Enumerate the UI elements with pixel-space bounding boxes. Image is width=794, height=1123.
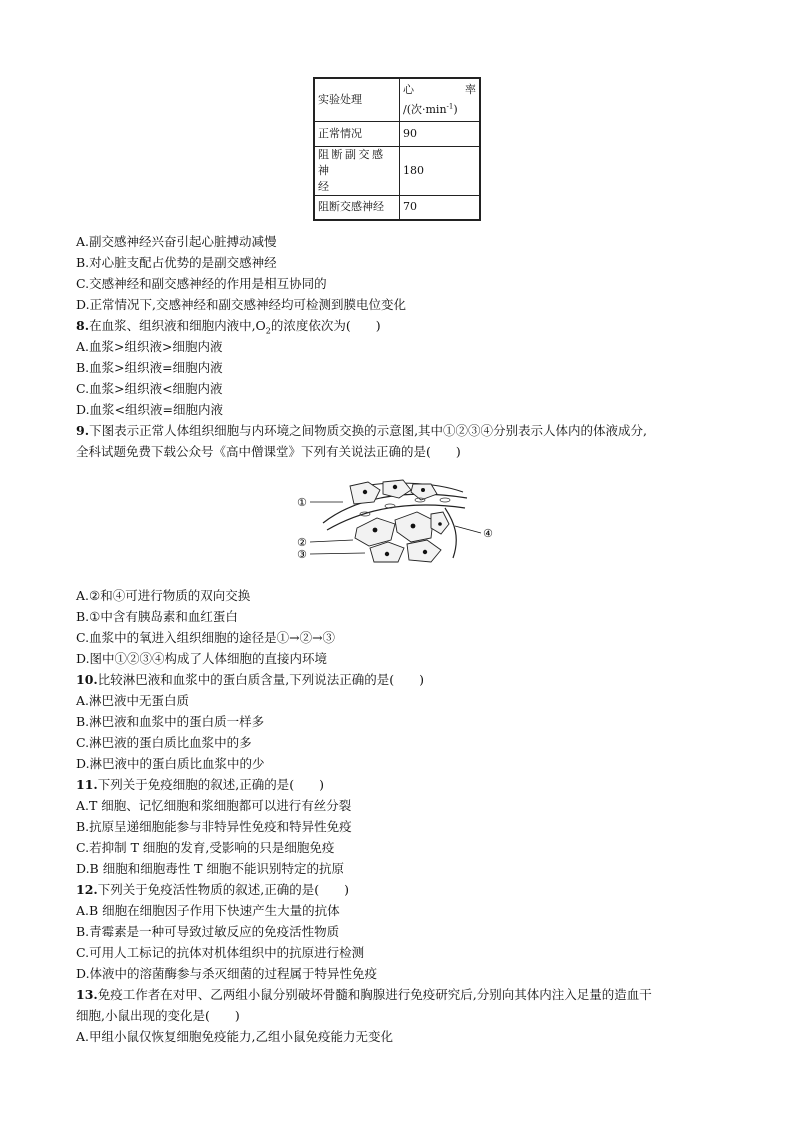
nucleus bbox=[385, 552, 389, 556]
q11-option-b: B.抗原呈递细胞能参与非特异性免疫和特异性免疫 bbox=[76, 819, 352, 834]
table-row bbox=[314, 195, 480, 220]
leader-line-3 bbox=[310, 553, 365, 554]
q10-option-c: C.淋巴液的蛋白质比血浆中的多 bbox=[76, 735, 252, 750]
label-2: ② bbox=[297, 536, 307, 549]
q9-option-a: A.②和④可进行物质的双向交换 bbox=[76, 588, 251, 603]
leader-line-4 bbox=[455, 526, 481, 533]
q13-number: 13. bbox=[76, 987, 98, 1002]
q8-number: 8. bbox=[76, 318, 90, 333]
nucleus bbox=[423, 550, 427, 554]
q8-option-d: D.血浆<组织液=细胞内液 bbox=[76, 402, 223, 417]
table-cell-treatment: 正常情况 bbox=[314, 121, 400, 146]
q9-number: 9. bbox=[76, 423, 90, 438]
label-3: ③ bbox=[297, 548, 307, 561]
q9-stem-line-2: 全科试题免费下载公众号《高中僧课堂》下列有关说法正确的是( ) bbox=[76, 444, 461, 459]
q8-stem-sub: 2 bbox=[265, 326, 271, 336]
q12-option-d: D.体液中的溶菌酶参与杀灭细菌的过程属于特异性免疫 bbox=[76, 966, 378, 981]
table-cell-treatment: 阻断交感神经 bbox=[314, 195, 400, 220]
nucleus bbox=[411, 524, 416, 529]
q12-stem bbox=[76, 881, 349, 899]
label-1: ① bbox=[297, 496, 307, 509]
cell bbox=[411, 484, 437, 500]
q12-option-b: B.青霉素是一种可导致过敏反应的免疫活性物质 bbox=[76, 924, 340, 939]
q9-stem-line-1 bbox=[76, 422, 647, 440]
q9-option-b: B.①中含有胰岛素和血红蛋白 bbox=[76, 609, 238, 624]
nucleus bbox=[421, 488, 425, 492]
rate-header-unit bbox=[403, 103, 458, 116]
table-cell-treatment bbox=[314, 146, 400, 195]
rate-unit-sup: -1 bbox=[446, 101, 454, 110]
q13-option-a: A.甲组小鼠仅恢复细胞免疫能力,乙组小鼠免疫能力无变化 bbox=[76, 1029, 393, 1044]
q10-number: 10. bbox=[76, 672, 98, 687]
nucleus bbox=[363, 490, 367, 494]
rate-header-char-a: 心 bbox=[403, 82, 414, 96]
q13-stem-text-1: 免疫工作者在对甲、乙两组小鼠分别破坏骨髓和胸腺进行免疫研究后,分别向其体内注入足量的造血干 bbox=[97, 987, 652, 1002]
blood-cell bbox=[440, 498, 450, 502]
rate-unit-pre: /(次·min bbox=[403, 102, 447, 116]
q8-stem-post: 的浓度依次为( ) bbox=[270, 318, 381, 333]
q12-option-a: A.B 细胞在细胞因子作用下快速产生大量的抗体 bbox=[76, 903, 340, 918]
q7-option-b: B.对心脏支配占优势的是副交感神经 bbox=[76, 255, 277, 270]
rate-unit-post: ) bbox=[453, 102, 458, 116]
table-header-rate bbox=[400, 78, 481, 121]
q8-option-a: A.血浆>组织液>细胞内液 bbox=[76, 339, 223, 354]
nucleus bbox=[438, 522, 442, 526]
q9-option-c: C.血浆中的氧进入组织细胞的途径是①→②→③ bbox=[76, 630, 336, 645]
table-row bbox=[314, 146, 480, 195]
q11-option-a: A.T 细胞、记忆细胞和浆细胞都可以进行有丝分裂 bbox=[76, 798, 352, 813]
table-cell-rate: 180 bbox=[400, 146, 481, 195]
nucleus bbox=[393, 485, 397, 489]
label-4: ④ bbox=[483, 527, 493, 540]
q11-number: 11. bbox=[76, 777, 98, 792]
table-row bbox=[314, 121, 480, 146]
q11-option-c: C.若抑制 T 细胞的发育,受影响的只是细胞免疫 bbox=[76, 840, 335, 855]
treatment-text-a: 阻断副交感神 bbox=[318, 147, 386, 177]
q10-option-a: A.淋巴液中无蛋白质 bbox=[76, 693, 190, 708]
q10-option-d: D.淋巴液中的蛋白质比血浆中的少 bbox=[76, 756, 265, 771]
q8-stem bbox=[76, 317, 381, 341]
q11-stem bbox=[76, 776, 324, 794]
q7-option-d: D.正常情况下,交感神经和副交感神经均可检测到膜电位变化 bbox=[76, 297, 407, 312]
q7-option-c: C.交感神经和副交感神经的作用是相互协同的 bbox=[76, 276, 327, 291]
treatment-text-b: 经 bbox=[318, 179, 329, 193]
leader-line-2 bbox=[310, 540, 353, 542]
q13-stem-line-2: 细胞,小鼠出现的变化是( ) bbox=[76, 1008, 240, 1023]
q9-stem-text-1: 下图表示正常人体组织细胞与内环境之间物质交换的示意图,其中①②③④分别表示人体内的体液成分, bbox=[89, 423, 648, 438]
treatment-line-1 bbox=[318, 147, 396, 179]
q13-stem-line-1 bbox=[76, 986, 652, 1004]
q12-stem-text: 下列关于免疫活性物质的叙述,正确的是( ) bbox=[97, 882, 349, 897]
q12-option-c: C.可用人工标记的抗体对机体组织中的抗原进行检测 bbox=[76, 945, 365, 960]
tissue-exchange-diagram bbox=[295, 478, 505, 564]
q10-stem-text: 比较淋巴液和血浆中的蛋白质含量,下列说法正确的是( ) bbox=[97, 672, 424, 687]
q10-option-b: B.淋巴液和血浆中的蛋白质一样多 bbox=[76, 714, 265, 729]
rate-header-char-b: 率 bbox=[465, 82, 476, 96]
q9-option-d: D.图中①②③④构成了人体细胞的直接内环境 bbox=[76, 651, 328, 666]
q8-option-c: C.血浆>组织液<细胞内液 bbox=[76, 381, 223, 396]
q8-stem-pre: 在血浆、组织液和细胞内液中,O bbox=[89, 318, 266, 333]
table-cell-rate: 70 bbox=[400, 195, 481, 220]
side-vessel bbox=[445, 508, 456, 558]
q10-stem bbox=[76, 671, 424, 689]
q11-stem-text: 下列关于免疫细胞的叙述,正确的是( ) bbox=[97, 777, 324, 792]
q7-option-a: A.副交感神经兴奋引起心脏搏动减慢 bbox=[76, 234, 277, 249]
q12-number: 12. bbox=[76, 882, 98, 897]
table-header-row bbox=[314, 78, 480, 121]
q11-option-d: D.B 细胞和细胞毒性 T 细胞不能识别特定的抗原 bbox=[76, 861, 344, 876]
q8-option-b: B.血浆>组织液=细胞内液 bbox=[76, 360, 223, 375]
table-header-treatment: 实验处理 bbox=[314, 78, 400, 121]
heart-rate-table bbox=[313, 77, 481, 221]
nucleus bbox=[373, 528, 378, 533]
table-cell-rate: 90 bbox=[400, 121, 481, 146]
